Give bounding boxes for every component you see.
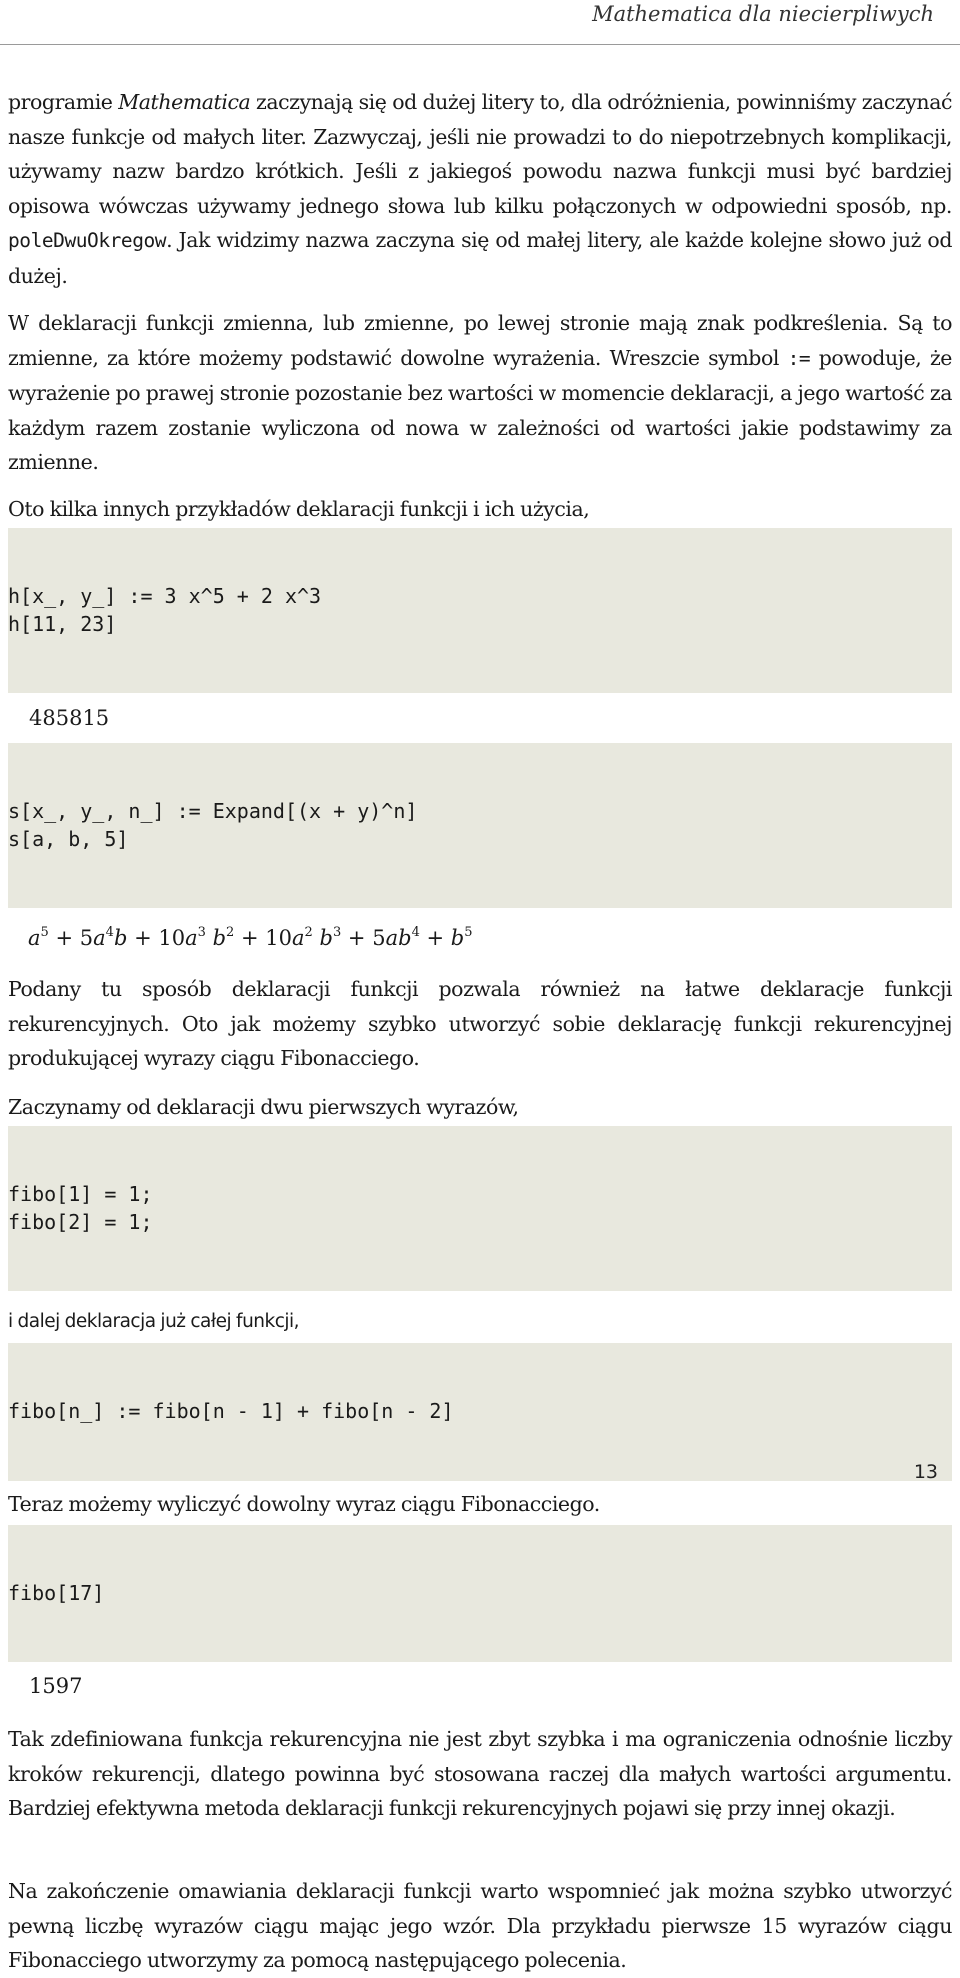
code-line: fibo[1] = 1;	[8, 1182, 153, 1206]
paragraph-first-terms: Zaczynamy od deklaracji dwu pierwszych wyrazów,	[8, 1095, 519, 1119]
paragraph-sequence-generation: Na zakończenie omawiania deklaracji funkcji warto wspomnieć jak można szybko utworzyć pewną liczbę wyrazów ciągu mając jego wzór. Dla przykładu pierwsze 15 wyrazów ciągu Fibonacciego utworzymy za pomocą następującego polecenia.	[8, 1879, 952, 1972]
paragraph-declaration-syntax: W deklaracji funkcji zmienna, lub zmienne, po lewej stronie mają znak podkreślenia. Są to zmienne, za które możemy podstawić dowolne wyrażenia. Wreszcie symbol := powoduje, że wyrażenie po prawej stronie pozostanie bez wartości w momencie deklaracji, a jego wartość za każdym razem zostanie wyliczona od nowa w zależności od wartości jakie podstawimy za zmienne.	[8, 311, 952, 474]
code-block-fibo-recursive	[8, 1343, 952, 1481]
code-block-s-function	[8, 743, 952, 908]
paragraph-examples-intro: Oto kilka innych przykładów deklaracji funkcji i ich użycia,	[8, 497, 590, 521]
code-line: s[a, b, 5]	[8, 826, 129, 851]
code-line: fibo[n_] := fibo[n - 1] + fibo[n - 2]	[8, 1399, 454, 1423]
code-line: s[x_, y_, n_] := Expand[(x + y)^n]	[8, 799, 418, 823]
code-line: fibo[17]	[8, 1580, 105, 1605]
code-line: h[11, 23]	[8, 611, 117, 636]
page-header	[0, 0, 960, 45]
code-line: h[x_, y_] := 3 x^5 + 2 x^3	[8, 584, 322, 608]
paragraph-function-naming: programie Mathematica zaczynają się od dużej litery to, dla odróżnienia, powinniśmy zaczynać nasze funkcje od małych liter. Zazwyczaj, jeśli nie prowadzi to do niepotrzebnych komplikacji, używamy nazw bardzo krótkich. Jeśli z jakiegoś powodu nazwa funkcji musi być bardziej opisowa wówczas używamy jednego słowa lub kilku połączonych w odpowiedni sposób, np. poleDwuOkregow. Jak widzimy nazwa zaczyna się od małej litery, ale każde kolejne słowo już od dużej.	[8, 90, 952, 288]
paragraph-full-function: i dalej deklaracja już całej funkcji,	[8, 1311, 300, 1332]
paragraph-compute-term: Teraz możemy wyliczyć dowolny wyraz ciągu Fibonacciego.	[8, 1491, 600, 1516]
code-block-fibo-call	[8, 1525, 952, 1663]
paragraph-recursion-limits: Tak zdefiniowana funkcja rekurencyjna nie jest zbyt szybka i ma ograniczenia odnośnie liczby kroków rekurencji, dlatego powinna być stosowana raczej dla małych wartości argumentu. Bardziej efektywna metoda deklaracji funkcji rekurencyjnych pojawi się przy innej okazji.	[8, 1727, 952, 1820]
paragraph-recursive-functions: Podany tu sposób deklaracji funkcji pozwala również na łatwe deklaracje funkcji rekurencyjnych. Oto jak możemy szybko utworzyć sobie deklarację funkcji rekurencyjnej produkującej wyrazy ciągu Fibonacciego.	[8, 977, 952, 1070]
code-block-h-function	[8, 528, 952, 693]
page-number: 13	[913, 1461, 938, 1483]
inline-code-set-delayed: :=	[787, 346, 811, 370]
code-line: fibo[2] = 1;	[8, 1209, 153, 1234]
output-fibo-value: 1597	[29, 1674, 83, 1698]
running-title: Mathematica dla niecierpliwych	[592, 2, 934, 26]
mathematica-italic: Mathematica	[118, 90, 251, 114]
output-h-value: 485815	[29, 706, 110, 730]
inline-code-function-name: poleDwuOkregow	[8, 229, 167, 252]
page-content	[8, 85, 952, 1978]
output-expanded-polynomial: $a^5 + 5a^4b + 10a^3$ $b^2 + 10a^2$ $b^3 + 5ab^4 + b^5$	[28, 925, 473, 950]
code-block-fibo-initial	[8, 1126, 952, 1291]
